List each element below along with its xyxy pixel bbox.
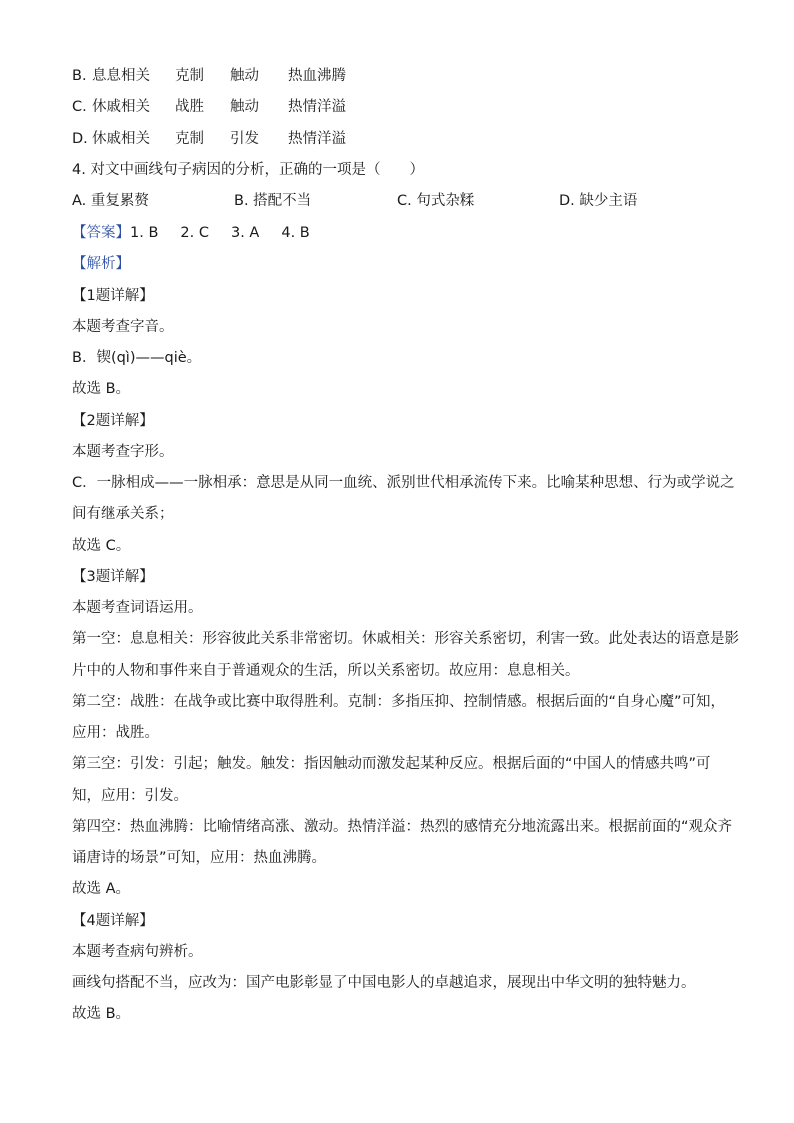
- answer-line: [72, 224, 722, 242]
- option-word: 休戚相关: [92, 99, 150, 115]
- option-word: 热血沸腾: [288, 68, 346, 84]
- section-line: 知，应用：引发。: [72, 788, 188, 804]
- q4-option-c: C. 句式杂糅: [397, 193, 475, 209]
- option-label: C.: [72, 99, 87, 115]
- option-label: B.: [72, 68, 87, 84]
- option-word: 克制: [175, 68, 204, 84]
- option-word: 克制: [175, 131, 204, 147]
- section-line: 片中的人物和事件来自于普通观众的生活，所以关系密切。故应用：息息相关。: [72, 663, 580, 679]
- section-line: 故选 B。: [72, 381, 131, 397]
- option-word: 引发: [230, 131, 259, 147]
- section-line: 故选 C。: [72, 538, 131, 554]
- option-word: 战胜: [175, 99, 204, 115]
- analysis-label: 【解析】: [72, 256, 130, 272]
- option-label: D.: [72, 131, 88, 147]
- section-title: 【3题详解】: [72, 569, 154, 585]
- option-word: 热情洋溢: [288, 99, 346, 115]
- answer-item: 4. B: [281, 225, 310, 241]
- section-line: 第二空：战胜：在战争或比赛中取得胜利。克制：多指压抑、控制情感。根据后面的“自身心魔”可知，: [72, 694, 726, 710]
- section-line: 本题考查字形。: [72, 444, 174, 460]
- section-title: 【1题详解】: [72, 288, 154, 304]
- section-line: 第四空：热血沸腾：比喻情绪高涨、激动。热情洋溢：热烈的感情充分地流露出来。根据前面的“观众齐: [72, 819, 733, 835]
- section-line: B．锲(qì)——qiè。: [72, 350, 202, 366]
- section-line: 故选 A。: [72, 881, 131, 897]
- section-title: 【4题详解】: [72, 913, 154, 929]
- section-line: 本题考查病句辨析。: [72, 944, 203, 960]
- answer-item: 2. C: [180, 225, 209, 241]
- section-line: 第一空：息息相关：形容彼此关系非常密切。休戚相关：形容关系密切，利害一致。此处表达的语意是影: [72, 631, 739, 647]
- q4-option-a: A. 重复累赘: [72, 193, 149, 209]
- section-line: C．一脉相成——一脉相承：意思是从同一血统、派别世代相承流传下来。比喻某种思想、行为或学说之: [72, 475, 735, 491]
- section-line: 诵唐诗的场景”可知，应用：热血沸腾。: [72, 850, 327, 866]
- section-line: 故选 B。: [72, 1006, 131, 1022]
- answer-values: [130, 225, 332, 241]
- section-line: 第三空：引发：引起；触发。触发：指因触动而激发起某种反应。根据后面的“中国人的情感共鸣”可: [72, 756, 711, 772]
- section-line: 间有继承关系；: [72, 506, 174, 522]
- section-line: 本题考查字音。: [72, 319, 174, 335]
- answer-item: 1. B: [130, 225, 159, 241]
- q4-option-b: B. 搭配不当: [234, 193, 312, 209]
- option-word: 息息相关: [92, 68, 150, 84]
- q4-stem: 4. 对文中画线句子病因的分析，正确的一项是（ ）: [72, 162, 424, 178]
- section-line: 本题考查词语运用。: [72, 600, 203, 616]
- option-word: 触动: [230, 99, 259, 115]
- section-title: 【2题详解】: [72, 413, 154, 429]
- answer-label: 【答案】: [72, 225, 130, 241]
- option-word: 休戚相关: [92, 131, 150, 147]
- answer-item: 3. A: [230, 225, 260, 241]
- section-line: 画线句搭配不当，应改为：国产电影彰显了中国电影人的卓越追求，展现出中华文明的独特魅力。: [72, 975, 696, 991]
- section-line: 应用：战胜。: [72, 725, 159, 741]
- option-word: 触动: [230, 68, 259, 84]
- option-word: 热情洋溢: [288, 131, 346, 147]
- q4-option-d: D. 缺少主语: [559, 193, 638, 209]
